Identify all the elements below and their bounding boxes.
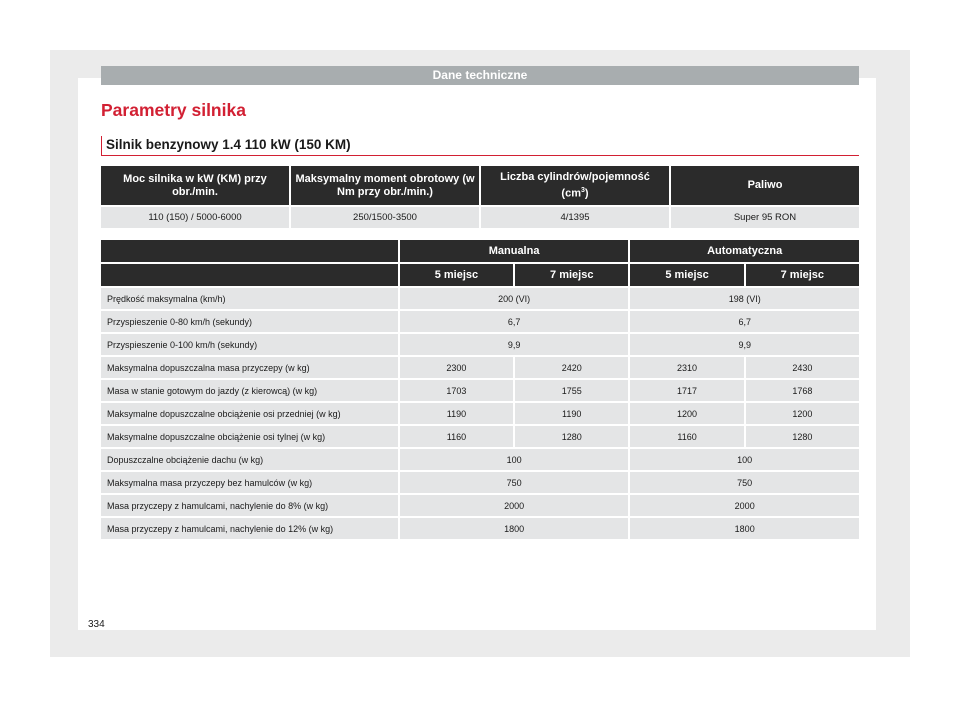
row-value-merged: 1800 bbox=[630, 518, 859, 539]
header-cylinders-unit-sup: 3 bbox=[580, 186, 585, 194]
row-label: Maksymalna masa przyczepy bez hamulców (w kg) bbox=[101, 472, 398, 493]
row-value-merged: 9,9 bbox=[630, 334, 859, 355]
engine-spec-table bbox=[99, 164, 861, 230]
row-value-merged: 6,7 bbox=[400, 311, 629, 332]
value-torque: 250/1500-3500 bbox=[291, 207, 479, 228]
row-label: Maksymalna dopuszczalna masa przyczepy (w kg) bbox=[101, 357, 398, 378]
row-value-merged: 100 bbox=[400, 449, 629, 470]
row-label: Prędkość maksymalna (km/h) bbox=[101, 288, 398, 309]
row-value: 1717 bbox=[630, 380, 743, 401]
engine-table-row bbox=[101, 207, 859, 228]
row-value-merged: 750 bbox=[630, 472, 859, 493]
header-cylinders-label: Liczba cylindrów/pojemność bbox=[500, 170, 650, 183]
row-label: Masa w stanie gotowym do jazdy (z kierowcą) (w kg) bbox=[101, 380, 398, 401]
row-value-merged: 750 bbox=[400, 472, 629, 493]
row-label: Masa przyczepy z hamulcami, nachylenie do 12% (w kg) bbox=[101, 518, 398, 539]
row-label: Przyspieszenie 0-80 km/h (sekundy) bbox=[101, 311, 398, 332]
table-row bbox=[101, 403, 859, 424]
table-row bbox=[101, 426, 859, 447]
row-value: 1768 bbox=[746, 380, 859, 401]
group-header-row bbox=[101, 240, 859, 262]
row-value-merged: 2000 bbox=[400, 495, 629, 516]
row-value: 1200 bbox=[746, 403, 859, 424]
row-value-merged: 200 (VI) bbox=[400, 288, 629, 309]
row-value-merged: 6,7 bbox=[630, 311, 859, 332]
row-value-merged: 2000 bbox=[630, 495, 859, 516]
row-value: 1160 bbox=[630, 426, 743, 447]
subheader-auto-7: 7 miejsc bbox=[746, 264, 859, 286]
row-value: 2420 bbox=[515, 357, 628, 378]
row-label: Dopuszczalne obciążenie dachu (w kg) bbox=[101, 449, 398, 470]
row-value: 1703 bbox=[400, 380, 513, 401]
value-fuel: Super 95 RON bbox=[671, 207, 859, 228]
row-value: 1200 bbox=[630, 403, 743, 424]
row-label: Maksymalne dopuszczalne obciążenie osi tylnej (w kg) bbox=[101, 426, 398, 447]
table-row bbox=[101, 472, 859, 493]
row-value: 1755 bbox=[515, 380, 628, 401]
chapter-header: Dane techniczne bbox=[101, 66, 859, 85]
header-cylinders-unit-close: ) bbox=[584, 187, 589, 200]
page-number: 334 bbox=[88, 619, 105, 630]
row-label: Przyspieszenie 0-100 km/h (sekundy) bbox=[101, 334, 398, 355]
performance-table-body bbox=[101, 288, 859, 539]
table-row bbox=[101, 334, 859, 355]
table-row bbox=[101, 380, 859, 401]
row-value-merged: 9,9 bbox=[400, 334, 629, 355]
row-value: 2430 bbox=[746, 357, 859, 378]
row-value: 1190 bbox=[400, 403, 513, 424]
table-row bbox=[101, 288, 859, 309]
subheader-manual-5: 5 miejsc bbox=[400, 264, 513, 286]
performance-table bbox=[99, 238, 861, 541]
row-label: Masa przyczepy z hamulcami, nachylenie do 8% (w kg) bbox=[101, 495, 398, 516]
row-value-merged: 198 (VI) bbox=[630, 288, 859, 309]
subheader-auto-5: 5 miejsc bbox=[630, 264, 743, 286]
header-torque: Maksymalny moment obrotowy (w Nm przy obr./min.) bbox=[291, 166, 479, 205]
blank-subheader-cell bbox=[101, 264, 398, 286]
group-header-manual: Manualna bbox=[400, 240, 629, 262]
section-title: Parametry silnika bbox=[101, 100, 246, 120]
row-value: 2300 bbox=[400, 357, 513, 378]
engine-table-header-row bbox=[101, 166, 859, 205]
row-value: 1280 bbox=[746, 426, 859, 447]
engine-subtitle: Silnik benzynowy 1.4 110 kW (150 KM) bbox=[101, 136, 859, 156]
table-row bbox=[101, 311, 859, 332]
table-row bbox=[101, 449, 859, 470]
header-power: Moc silnika w kW (KM) przy obr./min. bbox=[101, 166, 289, 205]
sub-header-row bbox=[101, 264, 859, 286]
row-value-merged: 100 bbox=[630, 449, 859, 470]
table-row bbox=[101, 518, 859, 539]
value-cylinders: 4/1395 bbox=[481, 207, 669, 228]
value-power: 110 (150) / 5000-6000 bbox=[101, 207, 289, 228]
header-cylinders-unit-open: (cm bbox=[561, 187, 581, 200]
header-cylinders bbox=[481, 166, 669, 205]
row-value: 2310 bbox=[630, 357, 743, 378]
row-value: 1280 bbox=[515, 426, 628, 447]
row-value-merged: 1800 bbox=[400, 518, 629, 539]
header-fuel: Paliwo bbox=[671, 166, 859, 205]
row-value: 1190 bbox=[515, 403, 628, 424]
group-header-automatic: Automatyczna bbox=[630, 240, 859, 262]
table-row bbox=[101, 495, 859, 516]
table-row bbox=[101, 357, 859, 378]
subheader-manual-7: 7 miejsc bbox=[515, 264, 628, 286]
blank-header-cell bbox=[101, 240, 398, 262]
row-value: 1160 bbox=[400, 426, 513, 447]
row-label: Maksymalne dopuszczalne obciążenie osi przedniej (w kg) bbox=[101, 403, 398, 424]
